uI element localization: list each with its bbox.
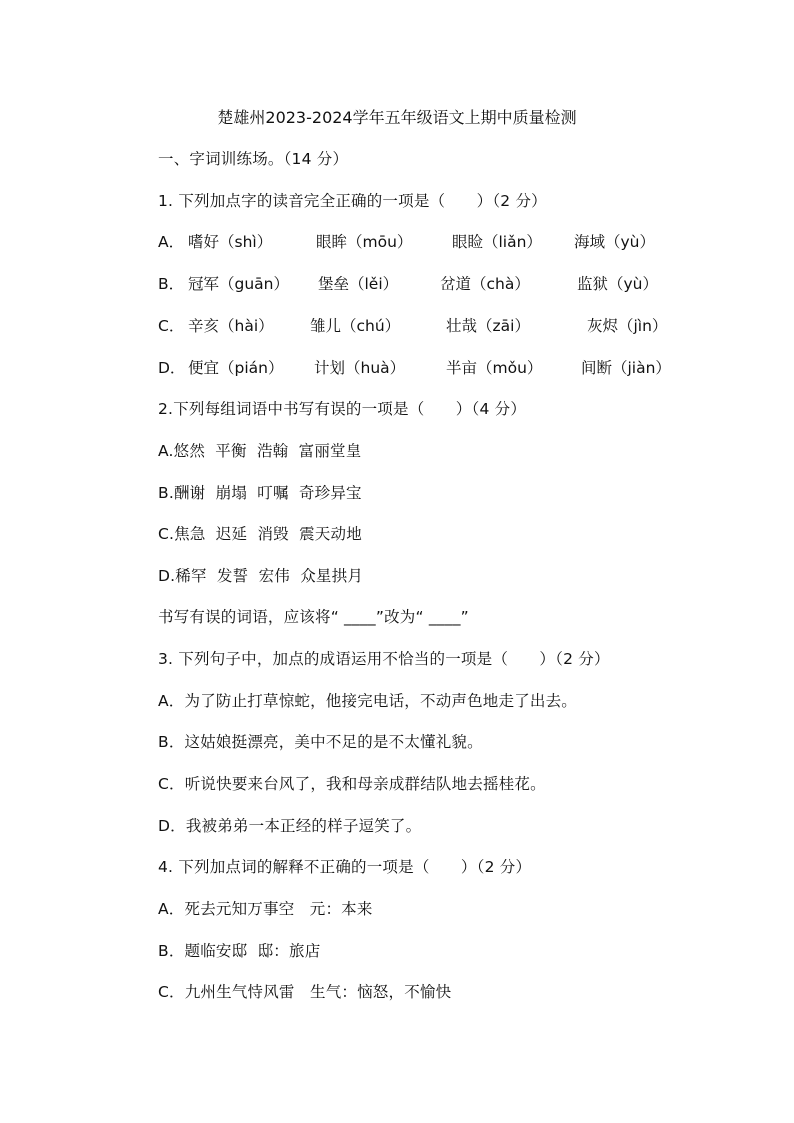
question-4-option-a: A．死去元知万事空 元：本来	[158, 900, 373, 918]
question-2-option-b: B.酬谢 崩塌 叮嘱 奇珍异宝	[158, 484, 362, 502]
question-2-fill-in: 书写有误的词语，应该将“ ____”改为“ ____”	[158, 608, 469, 626]
option-item: 计划（huà）	[314, 359, 406, 377]
question-3-stem: 3. 下列句子中，加点的成语运用不恰当的一项是（ ）（2 分）	[158, 650, 610, 668]
option-label: A．	[158, 233, 185, 251]
option-label: B．	[158, 275, 185, 293]
question-1-stem: 1. 下列加点字的读音完全正确的一项是（ ）（2 分）	[158, 192, 547, 210]
question-3-option-b: B．这姑娘挺漂亮，美中不足的是不太懂礼貌。	[158, 733, 483, 751]
question-2-option-a: A.悠然 平衡 浩翰 富丽堂皇	[158, 442, 362, 460]
option-item: 半亩（mǒu）	[446, 359, 543, 377]
section-heading: 一、字词训练场。（14 分）	[158, 150, 349, 168]
question-3-option-a: A．为了防止打草惊蛇，他接完电话，不动声色地走了出去。	[158, 692, 578, 710]
option-item: 堡垒（lěi）	[318, 275, 399, 293]
option-item: 壮哉（zāi）	[446, 317, 530, 335]
page-title: 楚雄州2023-2024学年五年级语文上期中质量检测	[217, 108, 577, 127]
option-item: 海域（yù）	[574, 233, 655, 251]
question-3-option-c: C．听说快要来台风了，我和母亲成群结队地去摇桂花。	[158, 775, 546, 793]
question-4-option-b: B．题临安邸 邸：旅店	[158, 942, 321, 960]
option-item: 冠军（guān）	[188, 275, 289, 293]
option-label: C．	[158, 317, 185, 335]
option-item: 灰烬（jìn）	[587, 317, 668, 335]
option-item: 辛亥（hài）	[188, 317, 274, 335]
question-2-stem: 2.下列每组词语中书写有误的一项是（ ）（4 分）	[158, 400, 527, 418]
option-item: 监狱（yù）	[577, 275, 658, 293]
question-3-option-d: D．我被弟弟一本正经的样子逗笑了。	[158, 817, 422, 835]
option-item: 雏儿（chú）	[310, 317, 401, 335]
option-item: 眼眸（mōu）	[316, 233, 413, 251]
option-label: D．	[158, 359, 186, 377]
option-item: 便宜（pián）	[188, 359, 284, 377]
question-2-option-d: D.稀罕 发誓 宏伟 众星拱月	[158, 567, 364, 585]
question-2-option-c: C.焦急 迟延 消毁 震天动地	[158, 525, 362, 543]
option-item: 间断（jiàn）	[581, 359, 671, 377]
option-item: 眼睑（liǎn）	[452, 233, 542, 251]
question-4-stem: 4. 下列加点词的解释不正确的一项是（ ）（2 分）	[158, 858, 532, 876]
question-4-option-c: C．九州生气恃风雷 生气：恼怒，不愉快	[158, 983, 452, 1001]
option-item: 嗜好（shì）	[188, 233, 273, 251]
option-item: 岔道（chà）	[440, 275, 530, 293]
